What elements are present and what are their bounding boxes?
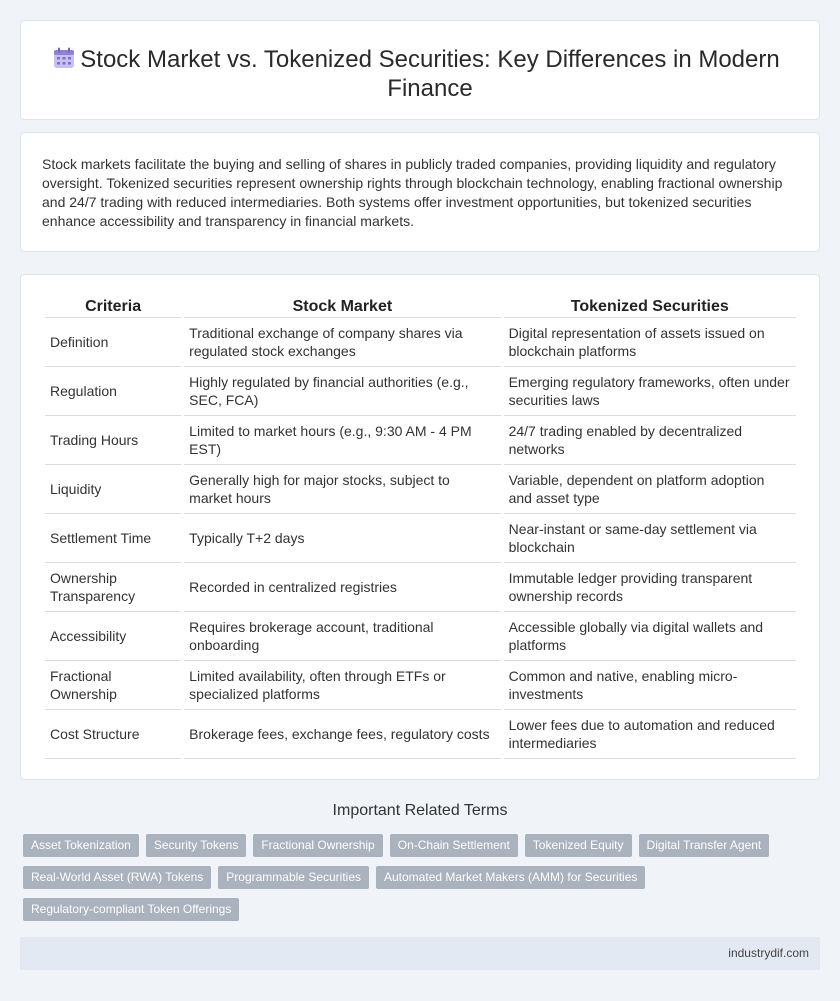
stock-market-cell: Brokerage fees, exchange fees, regulatory costs	[184, 710, 500, 759]
stock-market-cell: Traditional exchange of company shares via regulated stock exchanges	[184, 318, 500, 367]
tag-regulatory-compliant-token-offerings[interactable]: Regulatory-compliant Token Offerings	[23, 898, 239, 921]
table-row	[45, 710, 796, 759]
tag-tokenized-equity[interactable]: Tokenized Equity	[525, 834, 632, 857]
header-tokenized-securities: Tokenized Securities	[504, 297, 796, 318]
header-stock-market: Stock Market	[184, 297, 500, 318]
header-criteria: Criteria	[45, 297, 181, 318]
table-row	[45, 465, 796, 514]
stock-market-cell: Limited availability, often through ETFs or specialized platforms	[184, 661, 500, 710]
table-row	[45, 318, 796, 367]
criteria-cell: Fractional Ownership	[45, 661, 181, 710]
criteria-cell: Trading Hours	[45, 416, 181, 465]
stock-market-cell: Typically T+2 days	[184, 514, 500, 563]
criteria-cell: Regulation	[45, 367, 181, 416]
table-row	[45, 661, 796, 710]
footer-bar	[20, 937, 820, 970]
related-terms-heading: Important Related Terms	[332, 802, 508, 819]
stock-market-cell: Highly regulated by financial authorities (e.g., SEC, FCA)	[184, 367, 500, 416]
comparison-table	[42, 297, 799, 759]
comparison-card	[20, 274, 820, 780]
tokenized-securities-cell: 24/7 trading enabled by decentralized networks	[504, 416, 796, 465]
tokenized-securities-cell: Variable, dependent on platform adoption and asset type	[504, 465, 796, 514]
page-title: Stock Market vs. Tokenized Securities: Key Differences in Modern Finance	[80, 46, 780, 102]
tokenized-securities-cell: Common and native, enabling micro-investments	[504, 661, 796, 710]
tag-fractional-ownership[interactable]: Fractional Ownership	[253, 834, 382, 857]
criteria-cell: Cost Structure	[45, 710, 181, 759]
tag-amm-for-securities[interactable]: Automated Market Makers (AMM) for Securities	[376, 866, 645, 889]
tag-security-tokens[interactable]: Security Tokens	[146, 834, 247, 857]
intro-paragraph: Stock markets facilitate the buying and selling of shares in publicly traded companies, providing liquidity and regulatory oversight. Tokenized securities represent ownership rights through blockchain technology, enabling fractional ownership and 24/7 trading with reduced intermediaries. Both systems offer investment opportunities, but tokenized securities enhance accessibility and transparency in financial markets.	[42, 156, 783, 229]
tag-rwa-tokens[interactable]: Real-World Asset (RWA) Tokens	[23, 866, 211, 889]
tokenized-securities-cell: Digital representation of assets issued on blockchain platforms	[504, 318, 796, 367]
tag-programmable-securities[interactable]: Programmable Securities	[218, 866, 369, 889]
table-row	[45, 416, 796, 465]
table-row	[45, 563, 796, 612]
table-row	[45, 612, 796, 661]
intro-card	[20, 132, 820, 252]
tag-on-chain-settlement[interactable]: On-Chain Settlement	[390, 834, 518, 857]
criteria-cell: Definition	[45, 318, 181, 367]
criteria-cell: Ownership Transparency	[45, 563, 181, 612]
stock-market-cell: Generally high for major stocks, subject to market hours	[184, 465, 500, 514]
tag-digital-transfer-agent[interactable]: Digital Transfer Agent	[639, 834, 770, 857]
stock-market-cell: Requires brokerage account, traditional onboarding	[184, 612, 500, 661]
tag-asset-tokenization[interactable]: Asset Tokenization	[23, 834, 139, 857]
criteria-cell: Settlement Time	[45, 514, 181, 563]
table-row	[45, 367, 796, 416]
tokenized-securities-cell: Emerging regulatory frameworks, often under securities laws	[504, 367, 796, 416]
tokenized-securities-cell: Immutable ledger providing transparent ownership records	[504, 563, 796, 612]
table-row	[45, 514, 796, 563]
related-terms-tags	[23, 834, 783, 921]
header-card	[20, 20, 820, 120]
criteria-cell: Accessibility	[45, 612, 181, 661]
stock-market-cell: Limited to market hours (e.g., 9:30 AM - 4 PM EST)	[184, 416, 500, 465]
footer-site-link[interactable]: industrydif.com	[728, 946, 809, 960]
stock-market-cell: Recorded in centralized registries	[184, 563, 500, 612]
criteria-cell: Liquidity	[45, 465, 181, 514]
tokenized-securities-cell: Near-instant or same-day settlement via blockchain	[504, 514, 796, 563]
tokenized-securities-cell: Accessible globally via digital wallets and platforms	[504, 612, 796, 661]
table-header-row	[45, 297, 796, 318]
tokenized-securities-cell: Lower fees due to automation and reduced intermediaries	[504, 710, 796, 759]
